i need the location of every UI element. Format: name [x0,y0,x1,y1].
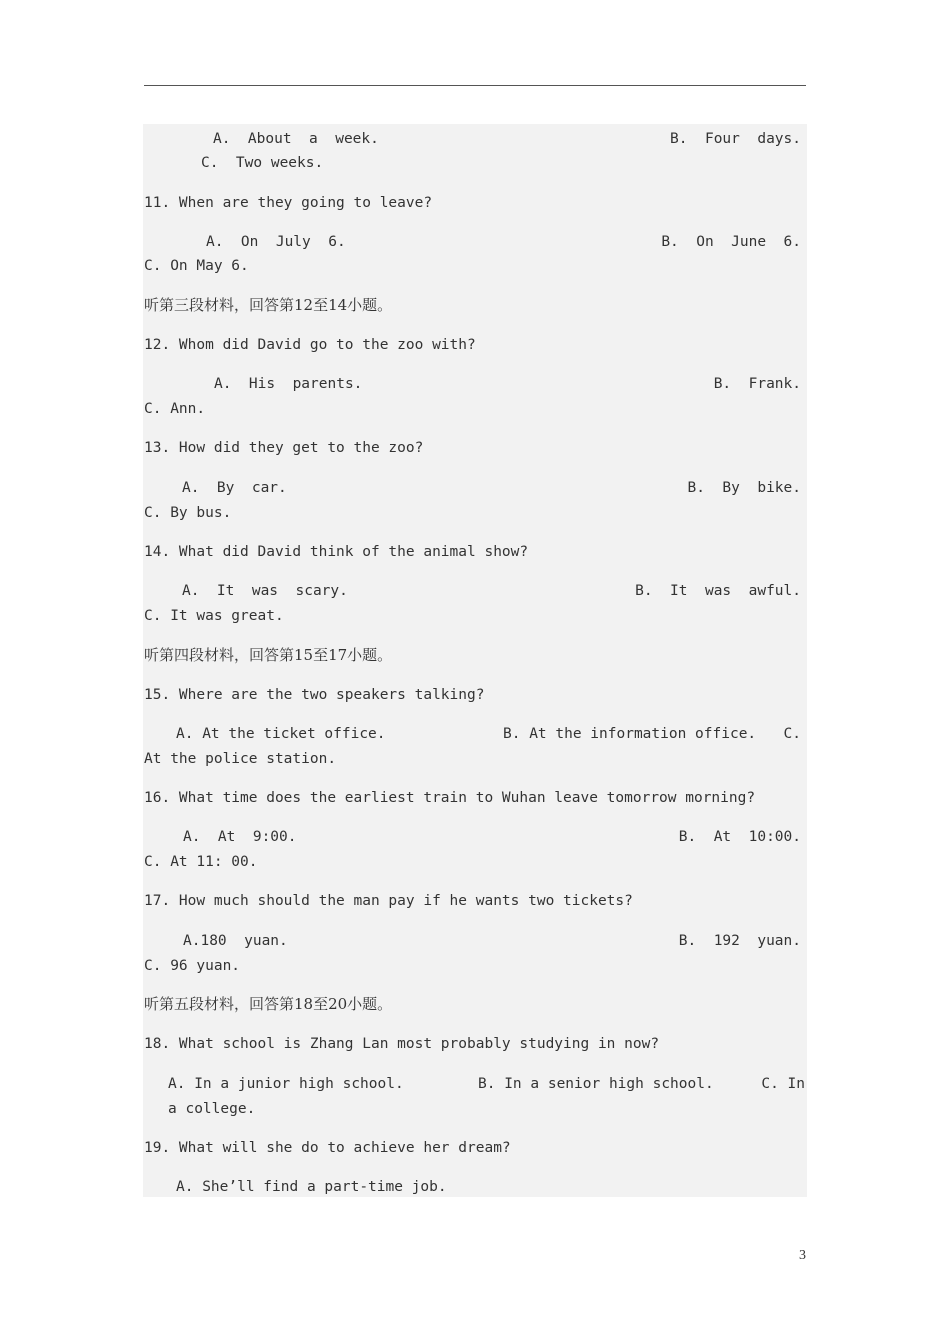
q13-question: 13. How did they get to the zoo? [144,440,424,456]
q11-option-c: C. On May 6. [144,258,249,274]
q13-option-c: C. By bus. [144,505,232,521]
q11-option-b: B. On June 6. [661,234,801,250]
q18-option-c-text: a college. [168,1101,256,1117]
q13-option-b: B. By bike. [687,480,801,496]
q15-option-a: A. At the ticket office. [176,726,386,742]
q15-option-b: B. At the information office. [503,726,757,742]
q10-option-c: C. Two weeks. [201,155,324,171]
q11-option-a: A. On July 6. [206,234,346,250]
q16-option-c: C. At 11: 00. [144,854,258,870]
section-5-heading: 听第五段材料，回答第18至20小题。 [144,995,393,1013]
q19-question: 19. What will she do to achieve her dream? [144,1140,511,1156]
q16-option-b: B. At 10:00. [678,829,801,845]
q10-option-a: A. About a week. [213,131,379,147]
q14-question: 14. What did David think of the animal show? [144,544,529,560]
section-3-heading: 听第三段材料，回答第12至14小题。 [144,296,393,314]
section-4-heading: 听第四段材料，回答第15至17小题。 [144,646,393,664]
q17-question: 17. How much should the man pay if he wants two tickets? [144,893,633,909]
q18-option-a: A. In a junior high school. [168,1076,404,1092]
q17-option-c: C. 96 yuan. [144,958,241,974]
q10-option-b: B. Four days. [670,131,801,147]
header-rule [144,85,806,86]
q15-option-c-text: At the police station. [144,751,337,767]
q15-question: 15. Where are the two speakers talking? [144,687,485,703]
q16-question: 16. What time does the earliest train to Wuhan leave tomorrow morning? [144,790,756,806]
q12-option-a: A. His parents. [214,376,363,392]
q15-option-c-label: C. [783,726,801,742]
q13-option-a: A. By car. [182,480,287,496]
q14-option-b: B. It was awful. [635,583,801,599]
q14-option-c: C. It was great. [144,608,284,624]
q19-option-a: A. She’ll find a part-time job. [176,1179,447,1195]
q18-option-b: B. In a senior high school. [478,1076,714,1092]
page-number: 3 [799,1248,806,1263]
q12-question: 12. Whom did David go to the zoo with? [144,337,476,353]
q18-question: 18. What school is Zhang Lan most probably studying in now? [144,1036,660,1052]
q11-question: 11. When are they going to leave? [144,195,433,211]
q12-option-c: C. Ann. [144,401,206,417]
q14-option-a: A. It was scary. [182,583,348,599]
q12-option-b: B. Frank. [713,376,801,392]
q18-option-c-label: C. In [761,1076,805,1092]
q16-option-a: A. At 9:00. [183,829,297,845]
q17-option-b: B. 192 yuan. [678,933,801,949]
q17-option-a: A.180 yuan. [183,933,288,949]
